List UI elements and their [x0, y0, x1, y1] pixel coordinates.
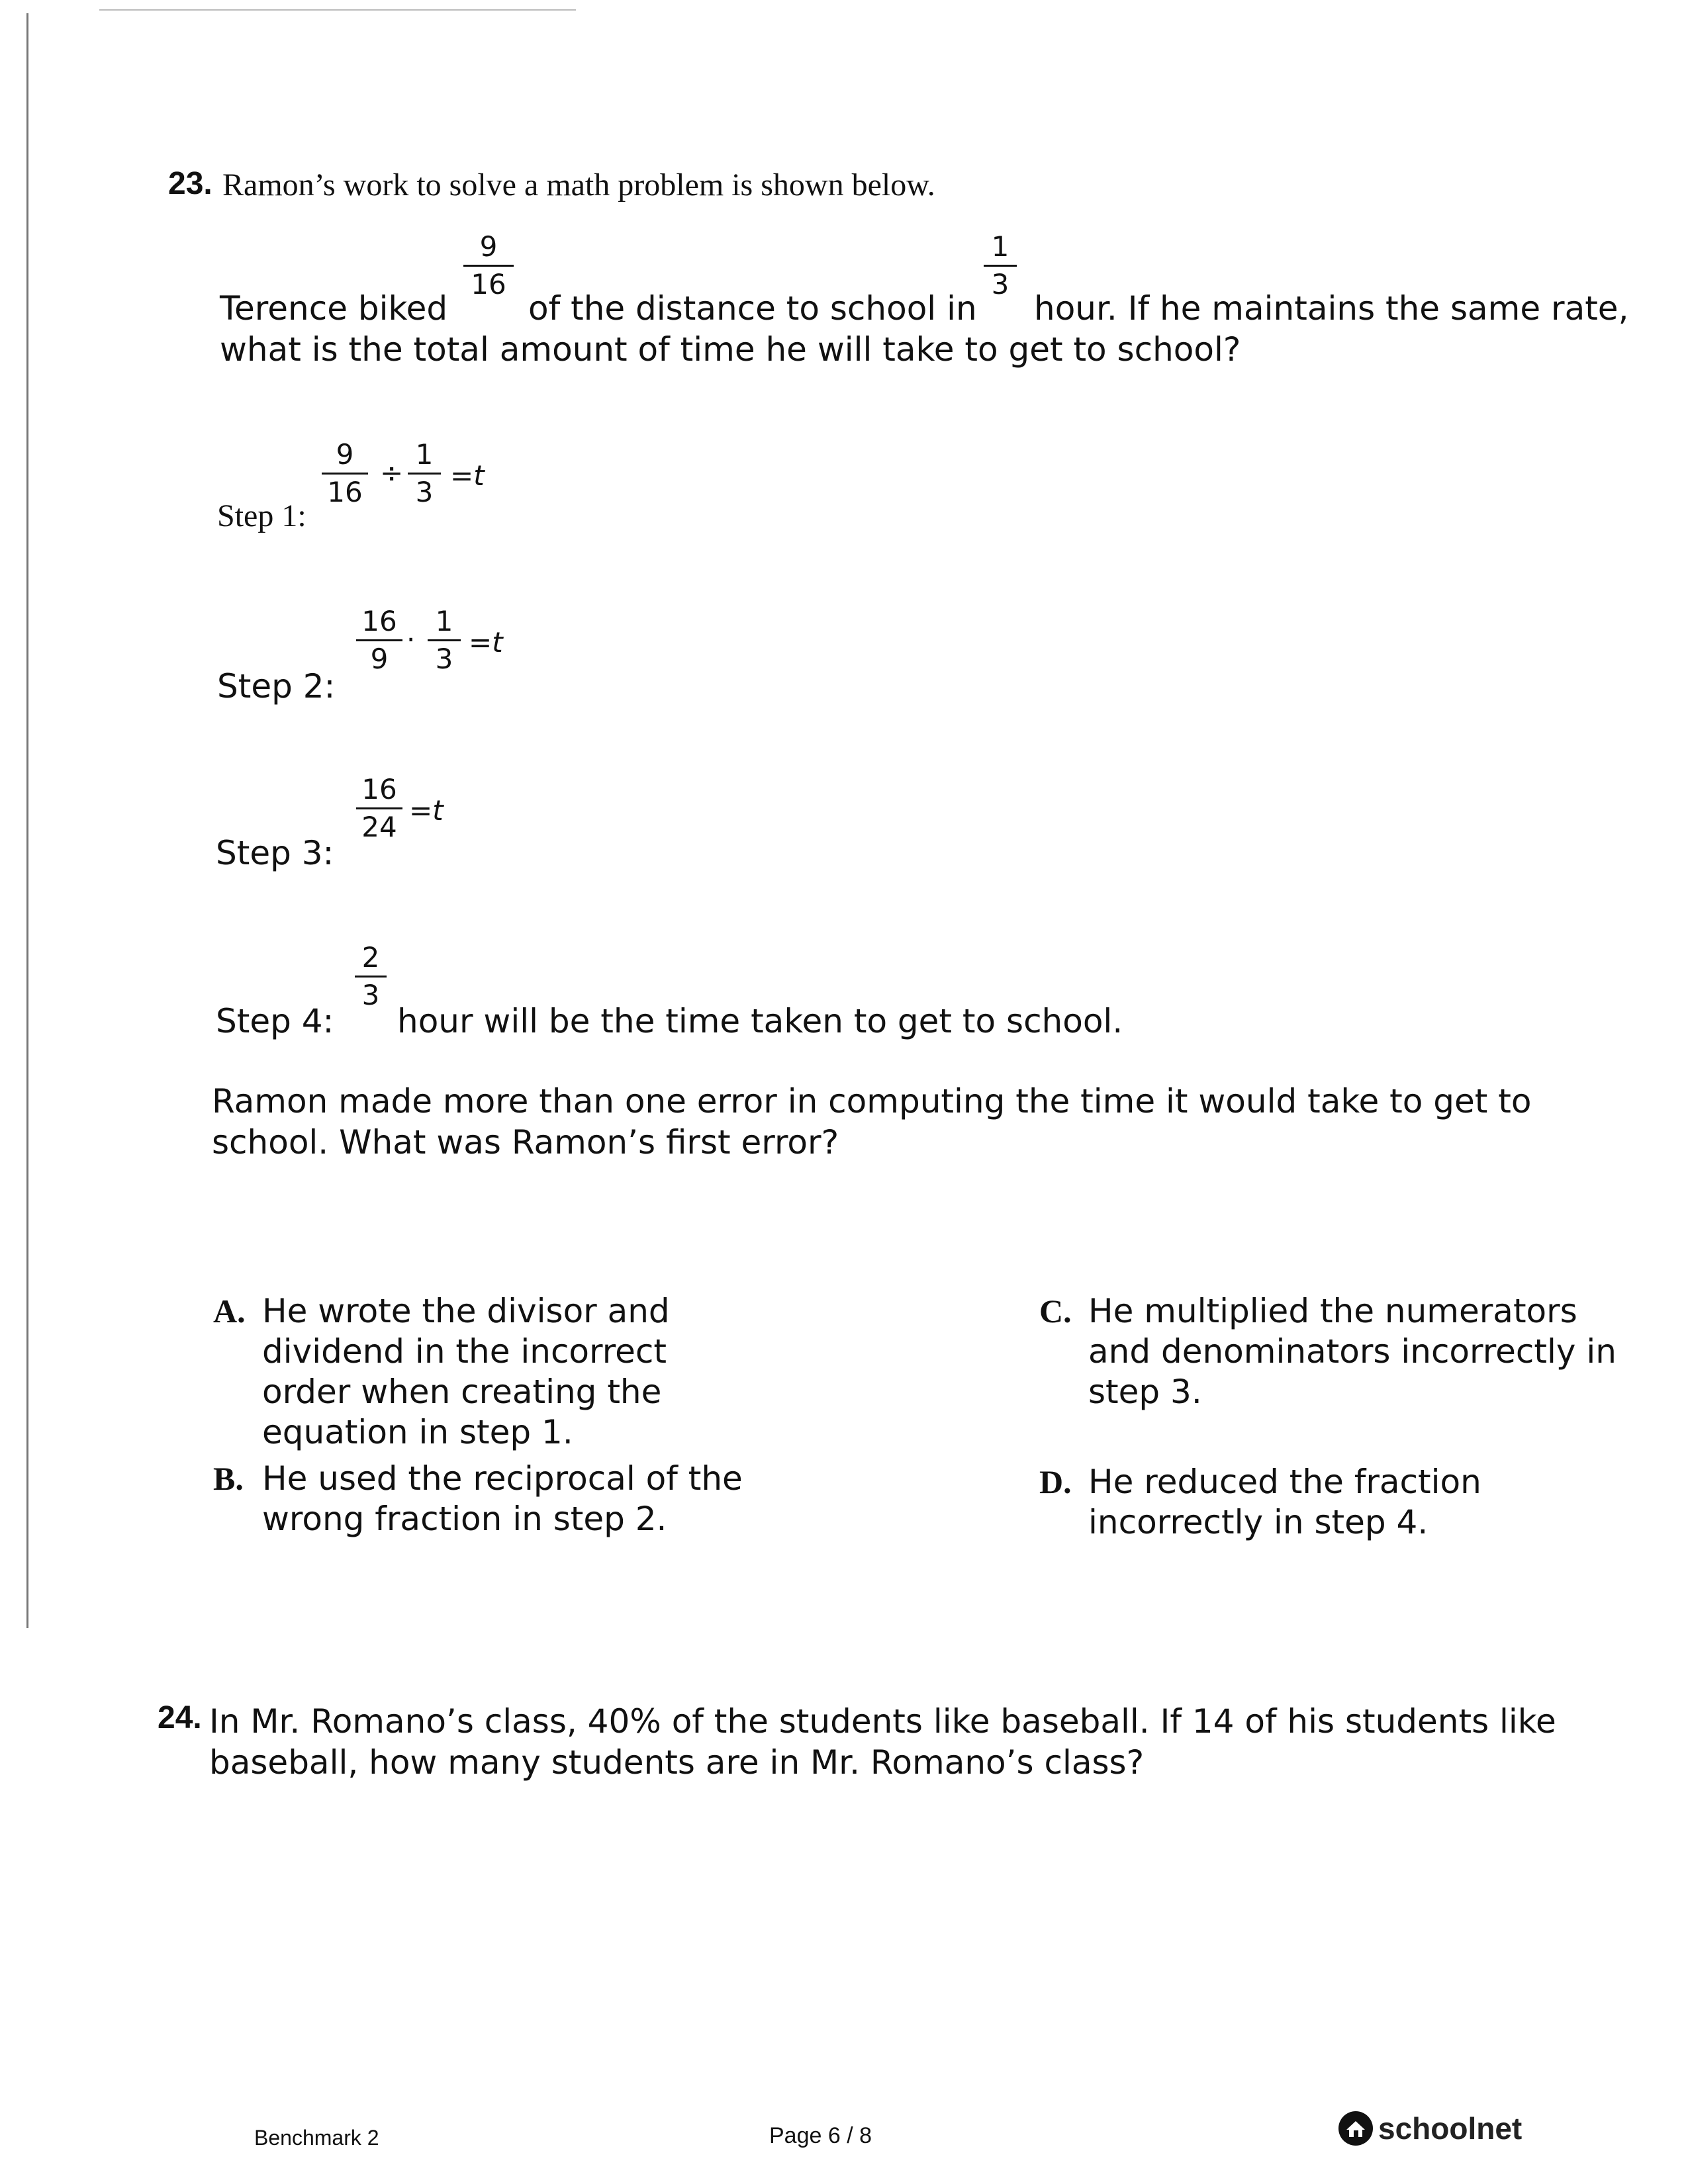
problem-part2: of the distance to school in	[528, 289, 977, 328]
question-23-number: 23.	[168, 166, 212, 201]
fraction-bar	[984, 265, 1017, 267]
question-24-line2: baseball, how many students are in Mr. Romano’s class?	[209, 1743, 1145, 1782]
fraction-numerator: 1	[435, 605, 453, 637]
fraction-numerator: 9	[336, 438, 354, 471]
option-a-letter: A.	[213, 1293, 246, 1330]
step-3-rhs: =t	[409, 794, 444, 827]
option-a-line-3: order when creating the	[262, 1373, 662, 1411]
option-a-line-2: dividend in the incorrect	[262, 1332, 667, 1371]
step-4-label: Step 4:	[216, 1002, 334, 1040]
option-d-line-2: incorrectly in step 4.	[1088, 1503, 1429, 1541]
option-c-line-2: and denominators incorrectly in	[1088, 1332, 1617, 1371]
step-2-fraction-1	[356, 606, 402, 674]
fraction-denominator: 16	[471, 268, 506, 300]
step-3-label: Step 3:	[216, 834, 334, 872]
schoolnet-logo-icon	[1337, 2110, 1374, 2147]
division-operator: ÷	[380, 457, 404, 489]
fraction-denominator: 3	[361, 979, 380, 1011]
fraction-numerator: 16	[361, 773, 397, 805]
problem-part1: Terence biked	[220, 289, 448, 328]
fraction-bar	[355, 976, 387, 978]
step-1-label: Step 1:	[217, 498, 306, 533]
fraction-denominator: 24	[361, 811, 397, 843]
option-d-letter: D.	[1039, 1463, 1072, 1500]
question-line2: school. What was Ramon’s first error?	[212, 1123, 839, 1161]
schoolnet-wordmark: schoolnet	[1378, 2111, 1523, 2146]
step-1-fraction-1	[322, 439, 368, 508]
fraction-bar	[322, 473, 368, 475]
fraction-denominator: 9	[370, 643, 389, 675]
fraction-bar	[463, 265, 514, 267]
scan-edge-line	[26, 13, 28, 1628]
footer-page-number: Page 6 / 8	[769, 2123, 872, 2148]
step-4-fraction	[355, 942, 387, 1011]
fraction-numerator: 16	[361, 605, 397, 637]
fraction-numerator: 1	[991, 230, 1009, 263]
question-24-number: 24.	[158, 1700, 202, 1735]
option-c-line-1: He multiplied the numerators	[1088, 1292, 1577, 1330]
fraction-bar	[356, 807, 402, 809]
fraction-denominator: 16	[327, 476, 363, 508]
question-24-line1: In Mr. Romano’s class, 40% of the students like baseball. If 14 of his students like	[209, 1702, 1556, 1741]
option-c-letter: C.	[1039, 1293, 1072, 1330]
multiplication-operator: ·	[406, 623, 416, 656]
fraction-bar	[408, 473, 441, 475]
question-line1: Ramon made more than one error in computing the time it would take to get to	[212, 1082, 1532, 1120]
step-2-label: Step 2:	[217, 667, 336, 705]
footer-benchmark: Benchmark 2	[254, 2126, 379, 2150]
option-b-line-2: wrong fraction in step 2.	[262, 1500, 667, 1538]
option-a-line-4: equation in step 1.	[262, 1413, 573, 1451]
fraction-numerator: 2	[361, 941, 380, 974]
fraction-denominator: 3	[415, 476, 434, 508]
fraction-numerator: 1	[415, 438, 434, 471]
option-c-line-3: step 3.	[1088, 1373, 1202, 1411]
fraction-denominator: 3	[435, 643, 453, 675]
step-2-rhs: =t	[469, 626, 503, 659]
problem-fraction-1	[463, 232, 514, 300]
fraction-bar	[428, 639, 461, 641]
step-4-text: hour will be the time taken to get to school.	[397, 1002, 1123, 1040]
option-a-line-1: He wrote the divisor and	[262, 1292, 670, 1330]
step-2-fraction-2	[428, 606, 461, 674]
fraction-numerator: 9	[479, 230, 498, 263]
option-b-line-1: He used the reciprocal of the	[262, 1459, 743, 1498]
question-23-intro: Ramon’s work to solve a math problem is shown below.	[222, 167, 935, 203]
problem-line2: what is the total amount of time he will take to get to school?	[220, 330, 1241, 369]
step-1-fraction-2	[408, 439, 441, 508]
footer-brand	[1337, 2110, 1522, 2147]
step-3-fraction	[356, 774, 402, 842]
step-1-rhs: =t	[450, 459, 485, 492]
scan-top-line	[99, 9, 576, 11]
fraction-denominator: 3	[991, 268, 1009, 300]
fraction-bar	[356, 639, 402, 641]
option-b-letter: B.	[213, 1460, 244, 1497]
problem-part3: hour. If he maintains the same rate,	[1034, 289, 1629, 328]
option-d-line-1: He reduced the fraction	[1088, 1463, 1481, 1501]
problem-fraction-2	[984, 232, 1017, 300]
